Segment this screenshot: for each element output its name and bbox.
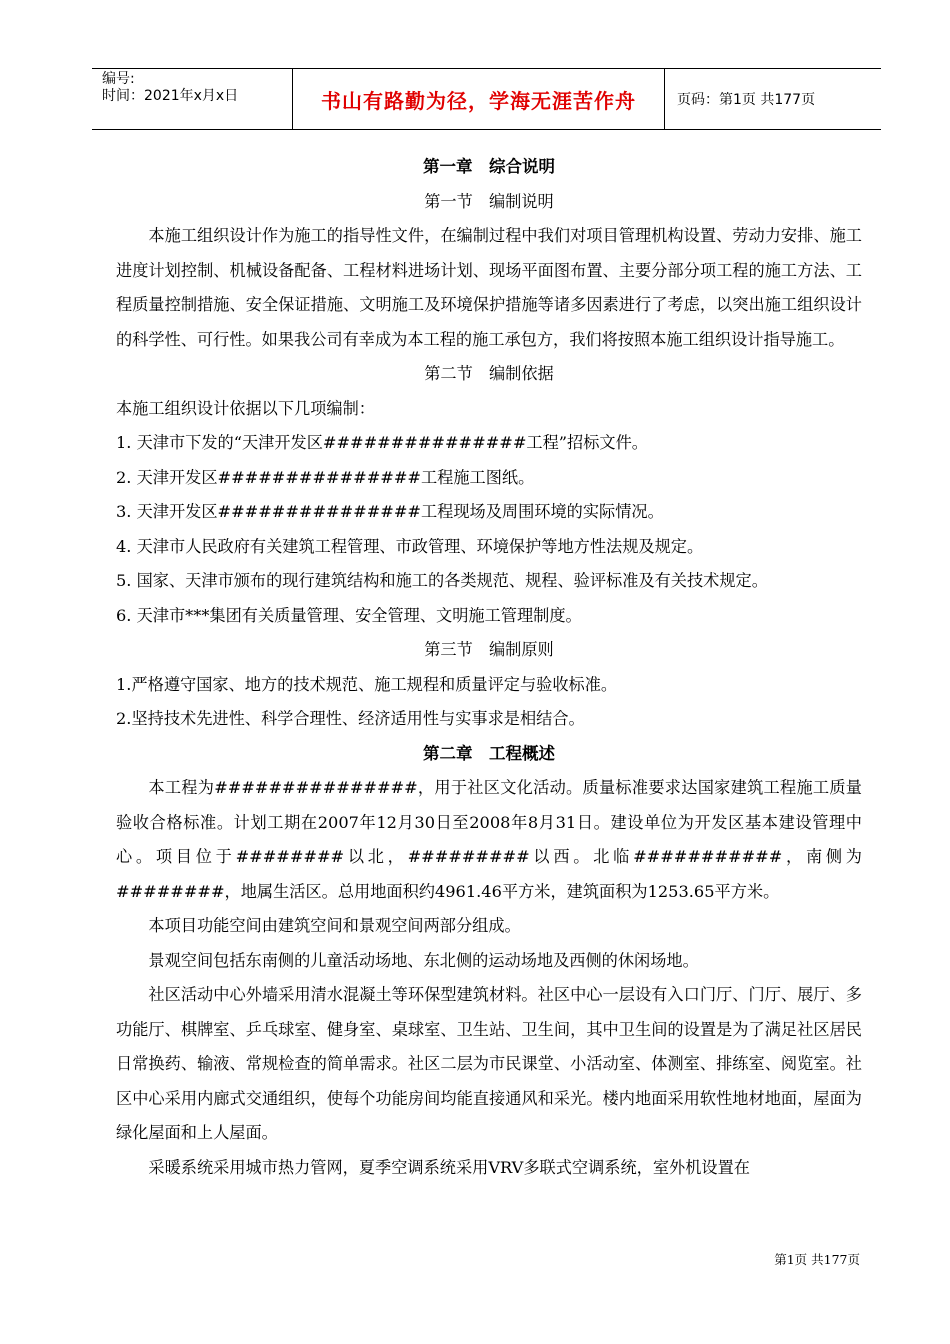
document-number-label: 编号: [102, 71, 135, 87]
document-time: 时间：2021年x月x日 [102, 88, 239, 104]
overview-paragraph: 采暖系统采用城市热力管网，夏季空调系统采用VRV多联式空调系统，室外机设置在 [148, 1157, 750, 1177]
section-1-title: 第一节 编制说明 [424, 191, 554, 211]
section-3-title: 第三节 编制原则 [424, 640, 554, 659]
header-page-info: 页码：第1页 共177页 [677, 92, 816, 108]
basis-item: 2. 天津开发区###############工程施工图纸。 [116, 467, 535, 487]
section-1-paragraph: 本施工组织设计作为施工的指导性文件，在编制过程中我们对项目管理机构设置、劳动力安排、施工进度计划控制、机械设备配备、工程材料进场计划、现场平面图布置、主要分部分项工程的施工方法、工程质量控制措施、安全保证措施、文明施工及环境保护措施等诸多因素进行了考虑，以突出施工组织设计的科学性、可行性。如果我公司有幸成为本工程的施工承包方，我们将按照本施工组织设计指导施工。 [116, 226, 862, 349]
header-motto: 书山有路勤为径，学海无涯苦作舟 [292, 69, 665, 129]
overview-paragraph: 社区活动中心外墙采用清水混凝土等环保型建筑材料。社区中心一层设有入口门厅、门厅、展厅、多功能厅、棋牌室、乒乓球室、健身室、桌球室、卫生站、卫生间，其中卫生间的设置是为了满足社区居民日常换药、输液、常规检查的简单需求。社区二层为市民课堂、小活动室、体测室、排练室、阅览室。社区中心采用内廊式交通组织，使每个功能房间均能直接通风和采光。楼内地面采用软性地材地面，屋面为绿化屋面和上人屋面。 [116, 985, 862, 1142]
overview-paragraph: 本工程为###############，用于社区文化活动。质量标准要求达国家建筑工程施工质量验收合格标准。计划工期在2007年12月30日至2008年8月31日。建设单位为开发区基本建设管理中心。项目位于########以北，#########以西。北临###########，南侧为########，地属生活区。总用地面积约4961.46平方米，建筑面积为1253.65平方米。 [116, 778, 862, 901]
overview-paragraph: 景观空间包括东南侧的儿童活动场地、东北侧的运动场地及西侧的休闲场地。 [148, 950, 699, 970]
header-meta [92, 69, 292, 129]
section-2-title: 第二节 编制依据 [424, 364, 554, 383]
document-body [116, 150, 862, 1185]
basis-item: 3. 天津开发区###############工程现场及周围环境的实际情况。 [116, 502, 664, 521]
basis-item: 6. 天津市***集团有关质量管理、安全管理、文明施工管理制度。 [116, 605, 582, 625]
section-2-intro: 本施工组织设计依据以下几项编制： [116, 398, 375, 418]
overview-paragraph: 本项目功能空间由建筑空间和景观空间两部分组成。 [148, 916, 521, 935]
basis-item: 5. 国家、天津市颁布的现行建筑结构和施工的各类规范、规程、验评标准及有关技术规定。 [116, 571, 768, 590]
page-footer: 第1页 共177页 [774, 1252, 860, 1267]
basis-item: 1. 天津市下发的“天津开发区###############工程”招标文件。 [116, 433, 648, 452]
principle-item: 1.严格遵守国家、地方的技术规范、施工规程和质量评定与验收标准。 [116, 674, 618, 694]
basis-item: 4. 天津市人民政府有关建筑工程管理、市政管理、环境保护等地方性法规及规定。 [116, 536, 704, 556]
chapter-2-title: 第二章 工程概述 [423, 743, 555, 763]
chapter-1-title: 第一章 综合说明 [423, 157, 555, 176]
principle-item: 2.坚持技术先进性、科学合理性、经济适用性与实事求是相结合。 [116, 709, 585, 728]
page-header [92, 68, 881, 130]
